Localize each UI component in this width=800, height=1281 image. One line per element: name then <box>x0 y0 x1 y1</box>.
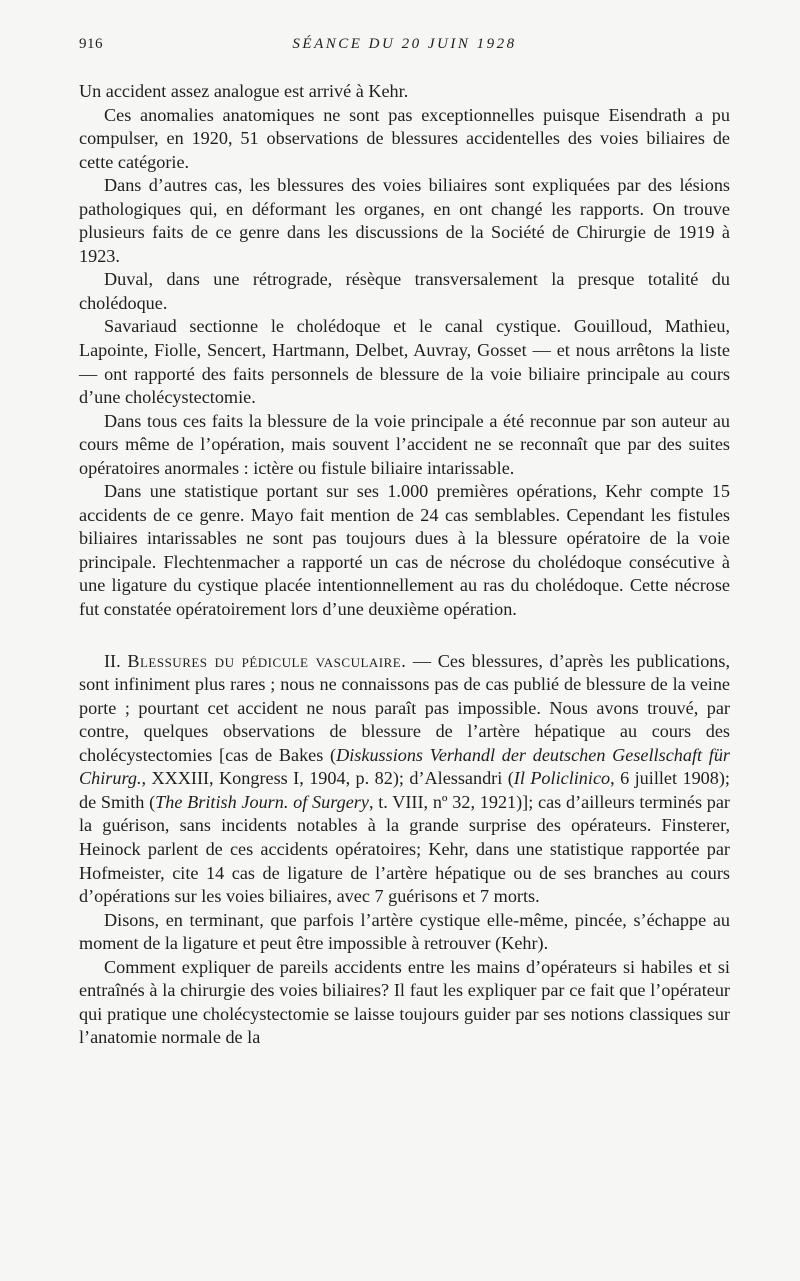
paragraph-5: Savariaud sectionne le cholédoque et le canal cystique. Gouilloud, Mathieu, Lapointe, Fiolle, Sencert, Hartmann, Delbet, Auvray, Gosset — et nous arrêtons la liste — ont rapporté des faits personnels de blessure de la voie biliaire principale au cours d’une cholécystectomie. <box>79 316 730 408</box>
paragraph-2: Ces anomalies anatomiques ne sont pas exceptionnelles puisque Eisendrath a pu compulser, en 1920, 51 observations de blessures accidentelles des voies biliaires de cette catégorie. <box>79 104 730 172</box>
paragraph-1: Un accident assez analogue est arrivé à Kehr. <box>79 81 409 101</box>
section-number: II. <box>104 650 121 671</box>
reference-detail-bakes: , XXXIII, Kongress I, 1904, p. 82); d’Alessandri ( <box>141 768 514 789</box>
paragraph-7: Dans une statistique portant sur ses 1.000 premières opérations, Kehr compte 15 accidents de ce genre. Mayo fait mention de 24 cas semblables. Cependant les fistules biliaires intarissables ne sont pas toujours dues à la blessure opératoire de la voie principale. Flechtenmacher a rapporté un cas de nécrose du cholédoque consécutive à une ligature du cystique placée intentionnellement au ras du cholédoque. Cette nécrose fut constatée opératoirement lors d’une deuxième opération. <box>79 481 730 620</box>
reference-detail-alessandri: , 6 juillet 1908); de Smith ( <box>79 768 730 812</box>
running-head <box>79 36 730 58</box>
paragraph-10: Comment expliquer de pareils accidents entre les mains d’opérateurs si habiles et si entraînés à la chirurgie des voies biliaires? Il faut les expliquer par ce fait que l’opérateur qui pratique une cholécystectomie se laisse toujours guider par ses notions classiques sur l’anatomie normale de la <box>79 956 730 1048</box>
reference-title-bakes: Diskussions Verhandl der deutschen Gesellschaft für Chirurg. <box>79 744 730 789</box>
page-number: 916 <box>79 36 103 52</box>
paragraph-6: Dans tous ces faits la blessure de la voie principale a été reconnue par son auteur au cours même de l’opération, mais souvent l’accident ne se reconnaît que par des suites opératoires anormales : ictère ou fistule biliaire intarissable. <box>79 410 730 478</box>
paragraph-9: Disons, en terminant, que parfois l’artère cystique elle-même, pincée, s’échappe au moment de la ligature et peut être impossible à retrouver (Kehr). <box>79 909 730 954</box>
section-2-paragraph <box>79 650 730 909</box>
section-intro: — Ces blessures, d’après les publications, sont infiniment plus rares ; nous ne connaissons pas de cas publié de blessure de la veine porte ; pourtant cet accident ne nous paraît pas impossible. Nous avons trouvé, par contre, quelques observations de blessure de l’artère hépatique au cours des cholécystectomies [cas de Bakes ( <box>79 650 731 765</box>
reference-title-smith: The British Journ. of Surgery <box>155 791 369 812</box>
running-head-title: SÉANCE DU 20 JUIN 1928 <box>292 36 517 52</box>
section-heading: Blessures du pédicule vasculaire. <box>127 650 407 671</box>
reference-title-alessandri: Il Policlinico <box>513 768 611 789</box>
paragraph-3: Dans d’autres cas, les blessures des voies biliaires sont expliquées par des lésions pathologiques qui, en déformant les organes, en ont changé les rapports. On trouve plusieurs faits de ce genre dans les discussions de la Société de Chirurgie de 1919 à 1923. <box>79 175 730 266</box>
paragraph-4: Duval, dans une rétrograde, résèque transversalement la presque totalité du cholédoque. <box>79 269 730 313</box>
section-gap <box>79 622 730 650</box>
body-text <box>79 80 730 1050</box>
reference-detail-smith: , t. VIII, nº 32, 1921)]; cas d’ailleurs terminés par la guérison, sans incidents notables à la grande surprise des opérateurs. Finsterer, Heinock parlent de ces accidents opératoires; Kehr, dans une statistique rapportée par Hofmeister, cite 14 cas de ligature de l’artère hépatique ou de ses branches au cours d’opérations sur les voies biliaires, avec 7 guérisons et 7 morts. <box>79 791 730 907</box>
